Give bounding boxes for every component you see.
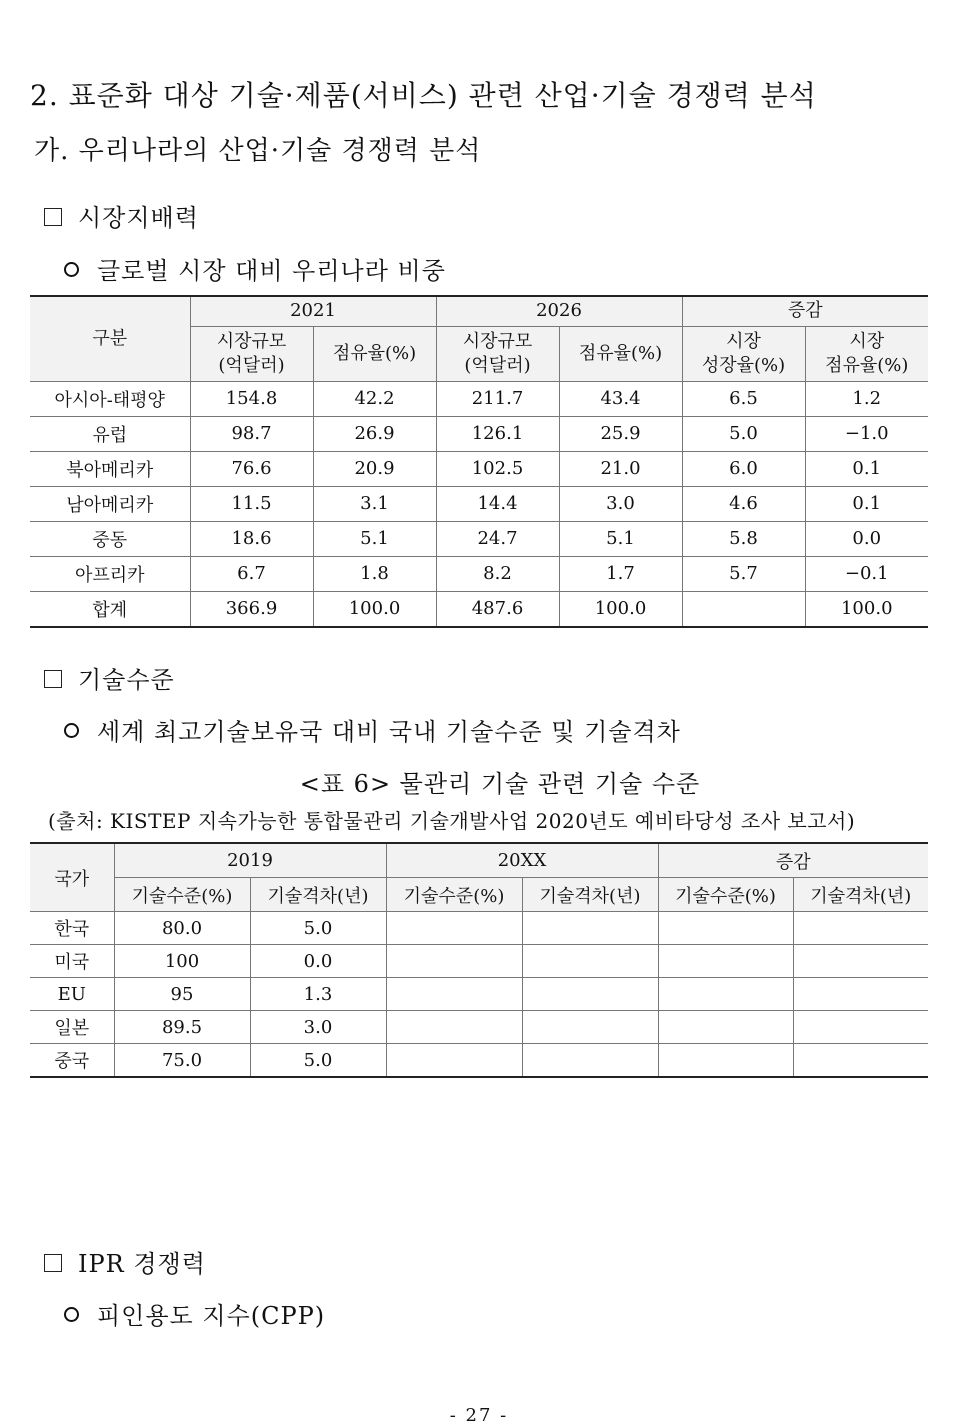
table-cell: 14.4 (436, 486, 559, 521)
header-category: 구분 (30, 296, 190, 381)
table-row (30, 521, 928, 556)
subsection-heading: 가. 우리나라의 산업·기술 경쟁력 분석 (34, 136, 482, 166)
header-tech-level: 기술수준(%) (658, 878, 793, 912)
table-cell: 3.0 (559, 486, 682, 521)
bullet-market-label: 글로벌 시장 대비 우리나라 비중 (97, 257, 446, 285)
header-year-2026: 2026 (436, 296, 682, 326)
row-label-cell: 남아메리카 (30, 486, 190, 521)
table-cell: 5.0 (250, 912, 386, 945)
table-cell (682, 591, 805, 627)
section-ipr (44, 1244, 206, 1279)
table-cell: 0.1 (805, 486, 928, 521)
table-cell: 8.2 (436, 556, 559, 591)
section-market-dominance (44, 198, 199, 233)
table-row (30, 591, 928, 627)
table-row (30, 556, 928, 591)
table-cell: 100 (114, 945, 250, 978)
table-cell (793, 1044, 928, 1078)
table-cell (522, 1044, 658, 1078)
table-cell: 3.0 (250, 1011, 386, 1044)
page-number: - 27 - (449, 1405, 509, 1426)
header-year-2019: 2019 (114, 843, 386, 878)
header-tech-gap: 기술격차(년) (793, 878, 928, 912)
table-cell (522, 1011, 658, 1044)
table-cell (793, 1011, 928, 1044)
table-cell (522, 912, 658, 945)
table-cell: 5.0 (250, 1044, 386, 1078)
table-cell: 95 (114, 978, 250, 1011)
row-label-cell: 중동 (30, 521, 190, 556)
table-row (30, 416, 928, 451)
table-cell: 5.7 (682, 556, 805, 591)
table-cell: 6.0 (682, 451, 805, 486)
table-cell (658, 1011, 793, 1044)
header-country: 국가 (30, 843, 114, 912)
table-cell: 42.2 (313, 381, 436, 416)
table-cell: 126.1 (436, 416, 559, 451)
circle-bullet-icon (64, 1307, 79, 1322)
table-cell: 100.0 (559, 591, 682, 627)
table-cell: 20.9 (313, 451, 436, 486)
header-year-2021: 2021 (190, 296, 436, 326)
section-tech-label: 기술수준 (78, 666, 175, 694)
table-cell: 18.6 (190, 521, 313, 556)
table-cell: 5.8 (682, 521, 805, 556)
table-row (30, 381, 928, 416)
header-change: 증감 (658, 843, 928, 878)
table-row (30, 912, 928, 945)
table-cell (658, 945, 793, 978)
bullet-tech-gap (64, 712, 681, 747)
header-market-size: 시장규모 (억달러) (436, 326, 559, 381)
table-cell: 5.1 (559, 521, 682, 556)
table-cell: 100.0 (805, 591, 928, 627)
table-cell (386, 1044, 522, 1078)
table-cell: 43.4 (559, 381, 682, 416)
table-caption: <표 6> 물관리 기술 관련 기술 수준 (299, 770, 701, 798)
table-cell (522, 945, 658, 978)
header-tech-gap: 기술격차(년) (250, 878, 386, 912)
table-row (30, 1044, 928, 1078)
header-share: 점유율(%) (559, 326, 682, 381)
bullet-tech-label: 세계 최고기술보유국 대비 국내 기술수준 및 기술격차 (97, 718, 681, 746)
table-cell: 0.0 (805, 521, 928, 556)
table-cell: 0.0 (250, 945, 386, 978)
table-cell: 487.6 (436, 591, 559, 627)
header-market-size: 시장규모 (억달러) (190, 326, 313, 381)
row-label-cell: 합계 (30, 591, 190, 627)
row-label-cell: 일본 (30, 1011, 114, 1044)
table-row (30, 486, 928, 521)
table-cell (658, 912, 793, 945)
table-cell: 1.7 (559, 556, 682, 591)
table-cell: 76.6 (190, 451, 313, 486)
header-share-change: 시장 점유율(%) (805, 326, 928, 381)
header-tech-level: 기술수준(%) (386, 878, 522, 912)
header-tech-gap: 기술격차(년) (522, 878, 658, 912)
table-row (30, 945, 928, 978)
section-ipr-label: IPR 경쟁력 (78, 1250, 206, 1278)
row-label-cell: 아시아-태평양 (30, 381, 190, 416)
table-cell: 1.3 (250, 978, 386, 1011)
row-label-cell: 미국 (30, 945, 114, 978)
row-label-cell: 아프리카 (30, 556, 190, 591)
table-row (30, 1011, 928, 1044)
table-cell (793, 912, 928, 945)
table-cell: 98.7 (190, 416, 313, 451)
table-cell (658, 1044, 793, 1078)
header-share: 점유율(%) (313, 326, 436, 381)
market-share-table (30, 295, 928, 628)
table-cell: 6.5 (682, 381, 805, 416)
table-cell: 26.9 (313, 416, 436, 451)
table-cell: 11.5 (190, 486, 313, 521)
header-growth-rate: 시장 성장율(%) (682, 326, 805, 381)
header-change: 증감 (682, 296, 928, 326)
table-cell (386, 912, 522, 945)
tech-level-table (30, 842, 928, 1078)
table-cell (793, 945, 928, 978)
checkbox-square-icon (44, 208, 62, 226)
row-label-cell: 한국 (30, 912, 114, 945)
table-cell: 1.8 (313, 556, 436, 591)
row-label-cell: 중국 (30, 1044, 114, 1078)
section-tech-level (44, 660, 175, 695)
header-year-20xx: 20XX (386, 843, 658, 878)
circle-bullet-icon (64, 262, 79, 277)
section-market-label: 시장지배력 (78, 204, 199, 232)
table-cell: 102.5 (436, 451, 559, 486)
table-cell (386, 945, 522, 978)
table-cell: 80.0 (114, 912, 250, 945)
table-cell: 154.8 (190, 381, 313, 416)
row-label-cell: 북아메리카 (30, 451, 190, 486)
table-cell: 5.0 (682, 416, 805, 451)
table-cell: 366.9 (190, 591, 313, 627)
table-cell (386, 978, 522, 1011)
section-heading: 2. 표준화 대상 기술·제품(서비스) 관련 산업·기술 경쟁력 분석 (30, 79, 817, 112)
table-cell: 21.0 (559, 451, 682, 486)
table-cell: 0.1 (805, 451, 928, 486)
table-row (30, 978, 928, 1011)
circle-bullet-icon (64, 723, 79, 738)
table-cell: 1.2 (805, 381, 928, 416)
table-cell: 25.9 (559, 416, 682, 451)
table-cell (658, 978, 793, 1011)
header-tech-level: 기술수준(%) (114, 878, 250, 912)
table-cell: 4.6 (682, 486, 805, 521)
table-cell: 100.0 (313, 591, 436, 627)
table-cell: 89.5 (114, 1011, 250, 1044)
table-cell: 211.7 (436, 381, 559, 416)
table-cell (522, 978, 658, 1011)
table-cell (793, 978, 928, 1011)
table-cell: −0.1 (805, 556, 928, 591)
table-cell: 5.1 (313, 521, 436, 556)
table-source: (출처: KISTEP 지속가능한 통합물관리 기술개발사업 2020년도 예비타당성 조사 보고서) (48, 809, 856, 833)
table-cell: 6.7 (190, 556, 313, 591)
bullet-market-share (64, 251, 446, 286)
bullet-cpp (64, 1296, 325, 1331)
table-row (30, 451, 928, 486)
table-cell: 3.1 (313, 486, 436, 521)
checkbox-square-icon (44, 670, 62, 688)
table-cell: 75.0 (114, 1044, 250, 1078)
row-label-cell: 유럽 (30, 416, 190, 451)
table-cell: 24.7 (436, 521, 559, 556)
table-cell (386, 1011, 522, 1044)
row-label-cell: EU (30, 978, 114, 1011)
bullet-cpp-label: 피인용도 지수(CPP) (97, 1302, 326, 1330)
table-cell: −1.0 (805, 416, 928, 451)
checkbox-square-icon (44, 1254, 62, 1272)
